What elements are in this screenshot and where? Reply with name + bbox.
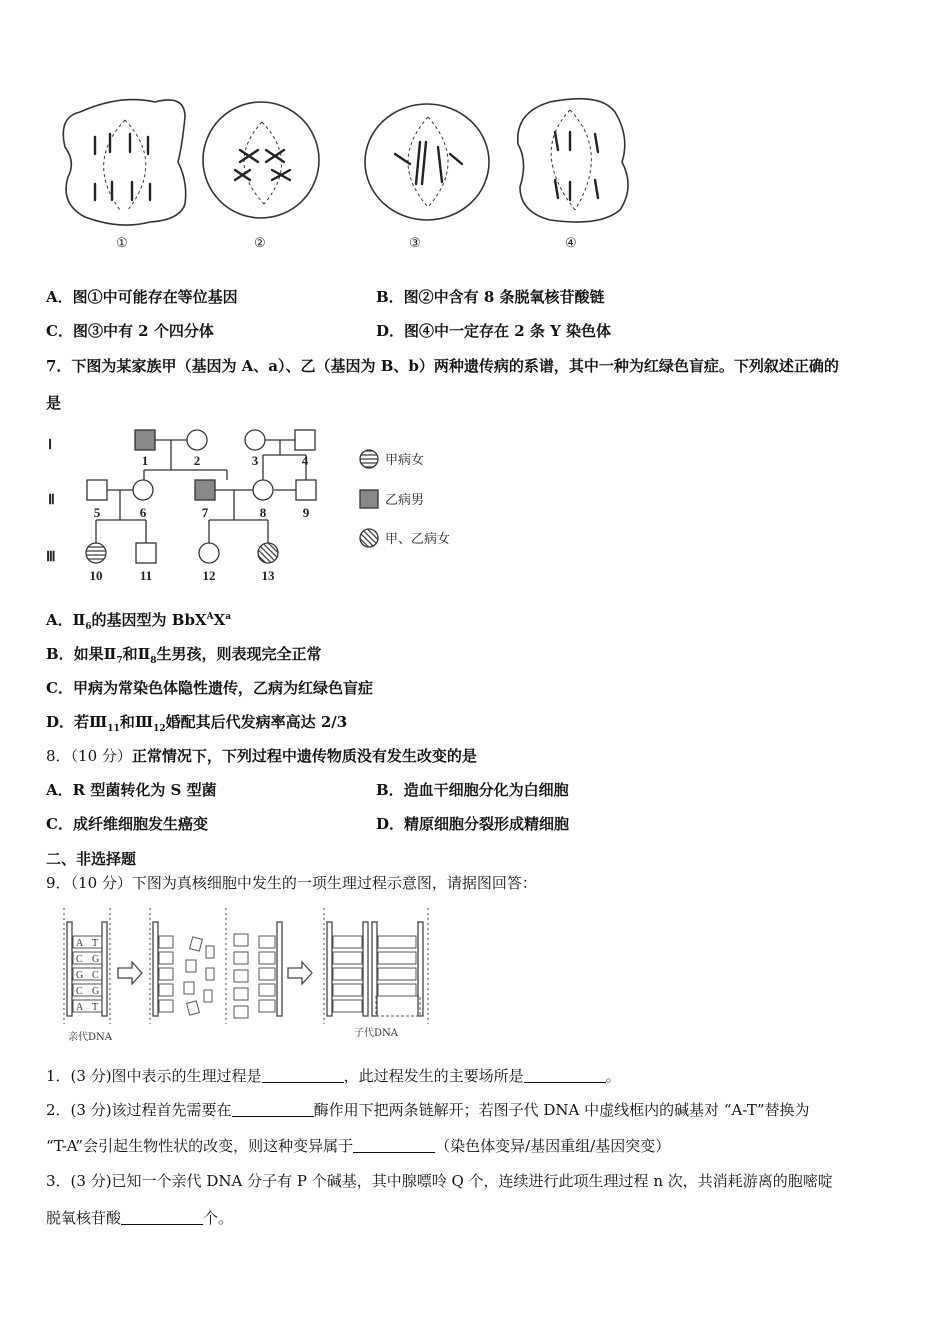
base-right-3: C (92, 970, 99, 981)
generation-label-3: Ⅲ (46, 550, 56, 565)
legend-jia: 甲病女 (385, 453, 425, 468)
q8-score: 8．（10 分） (46, 747, 132, 765)
id-label-12: 12 (202, 568, 216, 583)
individual-8 (253, 480, 273, 500)
q7-b-prefix: B．如果Ⅱ (46, 645, 117, 663)
answer-blank-5[interactable] (121, 1210, 203, 1225)
q7-a-sup1: A (206, 612, 214, 622)
q9-sub2-a: 2．(3 分)该过程首先需要在 (46, 1101, 232, 1119)
q9-sub2-line1 (46, 1099, 810, 1120)
legend-yi: 乙病男 (385, 493, 425, 508)
base-left-2: C (76, 954, 83, 965)
individual-3 (245, 430, 265, 450)
id-label-8: 8 (259, 505, 267, 520)
individual-13 (258, 543, 278, 563)
q9-sub1-a: 1．(3 分)图中表示的生理过程是 (46, 1067, 262, 1085)
q7-b-end: 生男孩，则表现完全正常 (156, 645, 322, 663)
q8-option-b[interactable]: B．造血干细胞分化为白细胞 (376, 781, 569, 799)
q8-option-c[interactable]: C．成纤维细胞发生癌变 (46, 815, 208, 833)
figure-label-4: ④ (565, 235, 577, 250)
q7-option-c[interactable]: C．甲病为常染色体隐性遗传，乙病为红绿色盲症 (46, 679, 373, 697)
individual-9 (296, 480, 316, 500)
q8-stem (46, 745, 477, 766)
id-label-6: 6 (139, 505, 147, 520)
q8-option-d[interactable]: D．精原细胞分裂形成精细胞 (376, 815, 570, 833)
individual-7 (195, 480, 215, 500)
answer-blank-4[interactable] (353, 1138, 435, 1153)
q9-sub3-c: 个。 (203, 1209, 234, 1227)
individual-12 (199, 543, 219, 563)
figure-label-1: ① (116, 235, 128, 250)
legend-both: 甲、乙病女 (385, 532, 451, 547)
generation-label-1: Ⅰ (48, 438, 53, 453)
q7-d-sub1: 11 (107, 724, 120, 734)
q7-b-mid: 和Ⅱ (122, 645, 151, 663)
q7-d-mid: 和Ⅲ (119, 713, 154, 731)
q7-b-sub1: 7 (116, 656, 123, 666)
parent-dna-label: 亲代DNA (68, 1032, 112, 1043)
base-right-2: G (92, 954, 100, 965)
figure-label-3: ③ (409, 235, 421, 250)
individual-6 (133, 480, 153, 500)
q6-option-b[interactable]: B．图②中含有 8 条脱氧核苷酸链 (376, 288, 605, 306)
q7-option-d[interactable] (46, 711, 347, 734)
q6-option-d[interactable]: D．图④中一定存在 2 条 Y 染色体 (376, 322, 612, 340)
q7-d-prefix: D．若Ⅲ (46, 713, 108, 731)
q7-a-x: X (213, 611, 226, 629)
individual-5 (87, 480, 107, 500)
q7-a-mid: 的基因型为 BbX (91, 611, 207, 629)
q7-a-sub: 6 (85, 622, 92, 632)
q9-sub1 (46, 1065, 621, 1086)
generation-label-2: Ⅱ (48, 493, 55, 508)
id-label-10: 10 (89, 568, 103, 583)
id-label-11: 11 (139, 568, 153, 583)
id-label-1: 1 (141, 453, 149, 468)
legend-swatch-both (360, 529, 378, 547)
answer-blank-3[interactable] (232, 1102, 314, 1117)
cell-division-figure (50, 92, 650, 257)
q7-option-b[interactable] (46, 643, 322, 666)
q6-option-c[interactable]: C．图③中有 2 个四分体 (46, 322, 214, 340)
dna-replication-figure (56, 906, 436, 1046)
base-left-3: G (76, 970, 84, 981)
figure-label-2: ② (254, 235, 266, 250)
child-dna-label: 子代DNA (354, 1028, 398, 1039)
legend-swatch-yi (360, 490, 378, 508)
q7-a-prefix: A．Ⅱ (46, 611, 86, 629)
q9-sub2-line2 (46, 1135, 670, 1156)
q8-stem-text: 正常情况下，下列过程中遗传物质没有发生改变的是 (131, 747, 477, 765)
answer-blank-1[interactable] (262, 1068, 344, 1083)
q9-sub3-b: 脱氧核苷酸 (46, 1209, 122, 1227)
q9-sub3-line2 (46, 1207, 233, 1228)
individual-11 (136, 543, 156, 563)
base-right-1: T (92, 938, 99, 949)
q9-sub1-b: ，此过程发生的主要场所是 (343, 1067, 524, 1085)
base-left-4: C (76, 986, 83, 997)
q7-stem-line1: 7．下图为某家族甲（基因为 A、a）、乙（基因为 B、b）两种遗传病的系谱，其中一种为红绿色盲症。下列叙述正确的 (46, 357, 839, 375)
individual-10 (86, 543, 106, 563)
q6-option-a[interactable]: A．图①中可能存在等位基因 (46, 288, 238, 306)
q9-sub2-d: （染色体变异/基因重组/基因突变） (435, 1137, 671, 1155)
q7-a-sup2: a (225, 612, 232, 622)
id-label-13: 13 (261, 568, 275, 583)
id-label-7: 7 (201, 505, 209, 520)
answer-blank-2[interactable] (524, 1068, 606, 1083)
id-label-2: 2 (193, 453, 201, 468)
q8-option-a[interactable]: A．R 型菌转化为 S 型菌 (46, 781, 217, 799)
base-left-5: A (76, 1002, 84, 1013)
q9-stem: 9．（10 分）下图为真核细胞中发生的一项生理过程示意图，请据图回答： (46, 874, 537, 892)
q9-sub3-line1: 3．(3 分)已知一个亲代 DNA 分子有 P 个碱基，其中腺嘌呤 Q 个，连续进行此项生理过程 n 次，共消耗游离的胞嘧啶 (46, 1172, 833, 1190)
q9-sub2-b: 酶作用下把两条链解开；若图子代 DNA 中虚线框内的碱基对 “A-T”替换为 (313, 1101, 810, 1119)
id-label-4: 4 (301, 453, 309, 468)
pedigree-chart (40, 425, 480, 590)
q7-d-sub2: 12 (153, 724, 166, 734)
id-label-3: 3 (251, 453, 259, 468)
id-label-5: 5 (93, 505, 101, 520)
base-left-1: A (76, 938, 84, 949)
q7-stem-line2: 是 (46, 394, 62, 412)
q9-sub2-c: “T-A”会引起生物性状的改变，则这种变异属于 (46, 1137, 354, 1155)
base-right-4: G (92, 986, 100, 997)
section-title: 二、非选择题 (46, 850, 137, 868)
individual-4 (295, 430, 315, 450)
id-label-9: 9 (302, 505, 310, 520)
base-right-5: T (92, 1002, 99, 1013)
individual-1 (135, 430, 155, 450)
legend-swatch-jia (360, 450, 378, 468)
q7-d-end: 婚配其后代发病率高达 2/3 (165, 713, 348, 731)
q7-option-a[interactable] (46, 609, 231, 632)
q7-b-sub2: 8 (150, 656, 157, 666)
q9-sub1-c: 。 (605, 1067, 621, 1085)
individual-2 (187, 430, 207, 450)
